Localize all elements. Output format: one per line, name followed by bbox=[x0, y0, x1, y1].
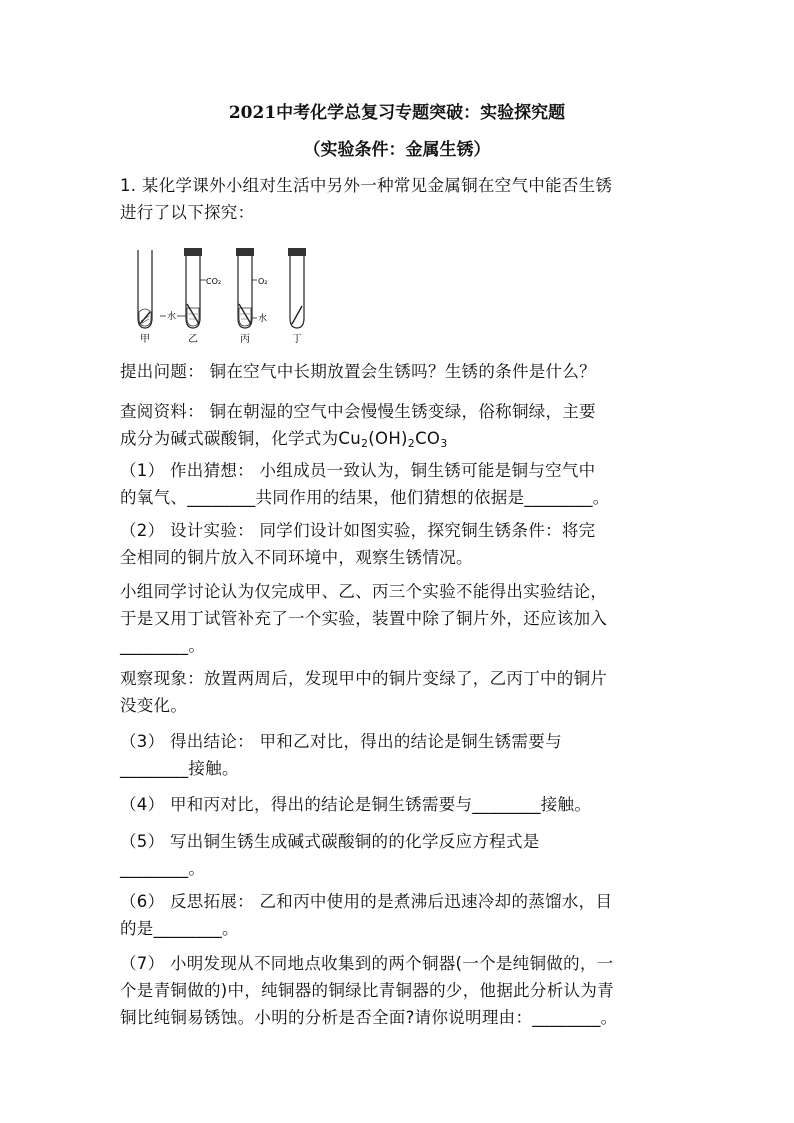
text-line: （3） 得出结论： 甲和乙对比，得出的结论是铜生锈需要与 bbox=[120, 732, 562, 751]
item-2-design bbox=[120, 517, 680, 571]
question-1-intro bbox=[120, 172, 680, 226]
text-line: 没变化。 bbox=[120, 696, 188, 715]
text-line: （5） 写出铜生锈生成碱式碳酸铜的的化学反应方程式是 bbox=[120, 832, 540, 851]
test-tube-apparatus-figure bbox=[120, 228, 320, 346]
text-line: 1. 某化学课外小组对生活中另外一种常见金属铜在空气中能否生锈 bbox=[120, 176, 613, 195]
raise-question-section bbox=[120, 358, 680, 385]
rubber-stopper bbox=[236, 248, 254, 256]
observation bbox=[120, 665, 680, 719]
text-line: （7） 小明发现从不同地点收集到的两个铜器(一个是纯铜做的，一 bbox=[120, 954, 614, 973]
item-1-hypothesis bbox=[120, 457, 680, 511]
page-subtitle: （实验条件：金属生锈） bbox=[303, 140, 491, 160]
subscript: 2 bbox=[407, 437, 416, 450]
text-line: ________接触。 bbox=[120, 759, 239, 778]
text-line: （2） 设计实验： 同学们设计如图实验，探究铜生锈条件：将完 bbox=[120, 521, 596, 540]
text-fragment: 成分为碱式碳酸铜，化学式为Cu bbox=[120, 429, 361, 448]
test-tube-bing bbox=[236, 248, 257, 328]
text-line: 提出问题： 铜在空气中长期放置会生锈吗？生锈的条件是什么？ bbox=[120, 362, 596, 381]
text-line: （6） 反思拓展： 乙和丙中使用的是煮沸后迅速冷却的蒸馏水，目 bbox=[120, 892, 613, 911]
text-line: 小组同学讨论认为仅完成甲、乙、丙三个实验不能得出实验结论， bbox=[120, 582, 608, 601]
text-line: （1） 作出猜想： 小组成员一致认为，铜生锈可能是铜与空气中 bbox=[120, 461, 596, 480]
tube-label-jia: 甲 bbox=[140, 334, 150, 345]
item-3-conclusion bbox=[120, 728, 680, 782]
page-title: 2021中考化学总复习专题突破：实验探究题 bbox=[228, 103, 566, 123]
subscript: 2 bbox=[360, 437, 369, 450]
text-line: 进行了以下探究： bbox=[120, 203, 255, 222]
tube-label-yi: 乙 bbox=[188, 334, 198, 345]
text-line: 铜比纯铜易锈蚀。小明的分析是否全面?请你说明理由：________。 bbox=[120, 1008, 618, 1027]
subscript: 3 bbox=[440, 437, 448, 450]
item-5-equation bbox=[120, 828, 680, 882]
group-discussion bbox=[120, 578, 680, 659]
text-line: ________。 bbox=[120, 859, 206, 878]
text-line: 查阅资料： 铜在朝湿的空气中会慢慢生锈变绿，俗称铜绿，主要 bbox=[120, 402, 596, 421]
tube-label-bing: 丙 bbox=[240, 334, 250, 345]
water-label: 水 bbox=[167, 312, 177, 322]
text-line: 全相同的铜片放入不同环境中，观察生锈情况。 bbox=[120, 548, 473, 567]
reference-section bbox=[120, 398, 680, 452]
text-line: 于是又用丁试管补充了一个实验，装置中除了铜片外，还应该加入 bbox=[120, 609, 608, 628]
o2-label: O₂ bbox=[258, 277, 268, 286]
text-fragment: CO bbox=[415, 429, 441, 448]
item-6-reflection bbox=[120, 888, 680, 942]
test-tube-ding bbox=[288, 248, 306, 328]
text-line: 的氧气、________共同作用的结果，他们猜想的依据是________。 bbox=[120, 488, 610, 507]
text-line: 的是________。 bbox=[120, 919, 239, 938]
rubber-stopper bbox=[288, 248, 306, 256]
co2-label: CO₂ bbox=[206, 277, 222, 286]
text-line: （4） 甲和丙对比，得出的结论是铜生锈需要与________接触。 bbox=[120, 795, 592, 814]
text-line: 个是青铜做的)中，纯铜器的铜绿比青铜器的少，他据此分析认为青 bbox=[120, 981, 614, 1000]
chemical-formula-line bbox=[120, 425, 680, 452]
tube-label-ding: 丁 bbox=[292, 334, 302, 345]
text-line: 观察现象：放置两周后，发现甲中的铜片变绿了，乙丙丁中的铜片 bbox=[120, 669, 608, 688]
rubber-stopper bbox=[184, 248, 202, 256]
item-7 bbox=[120, 950, 680, 1031]
text-fragment: (OH) bbox=[368, 429, 408, 448]
item-4 bbox=[120, 791, 680, 818]
test-tube-jia bbox=[138, 250, 152, 328]
water-label: 水 bbox=[258, 314, 268, 324]
test-tube-yi bbox=[184, 248, 206, 328]
text-line: ________。 bbox=[120, 636, 206, 655]
